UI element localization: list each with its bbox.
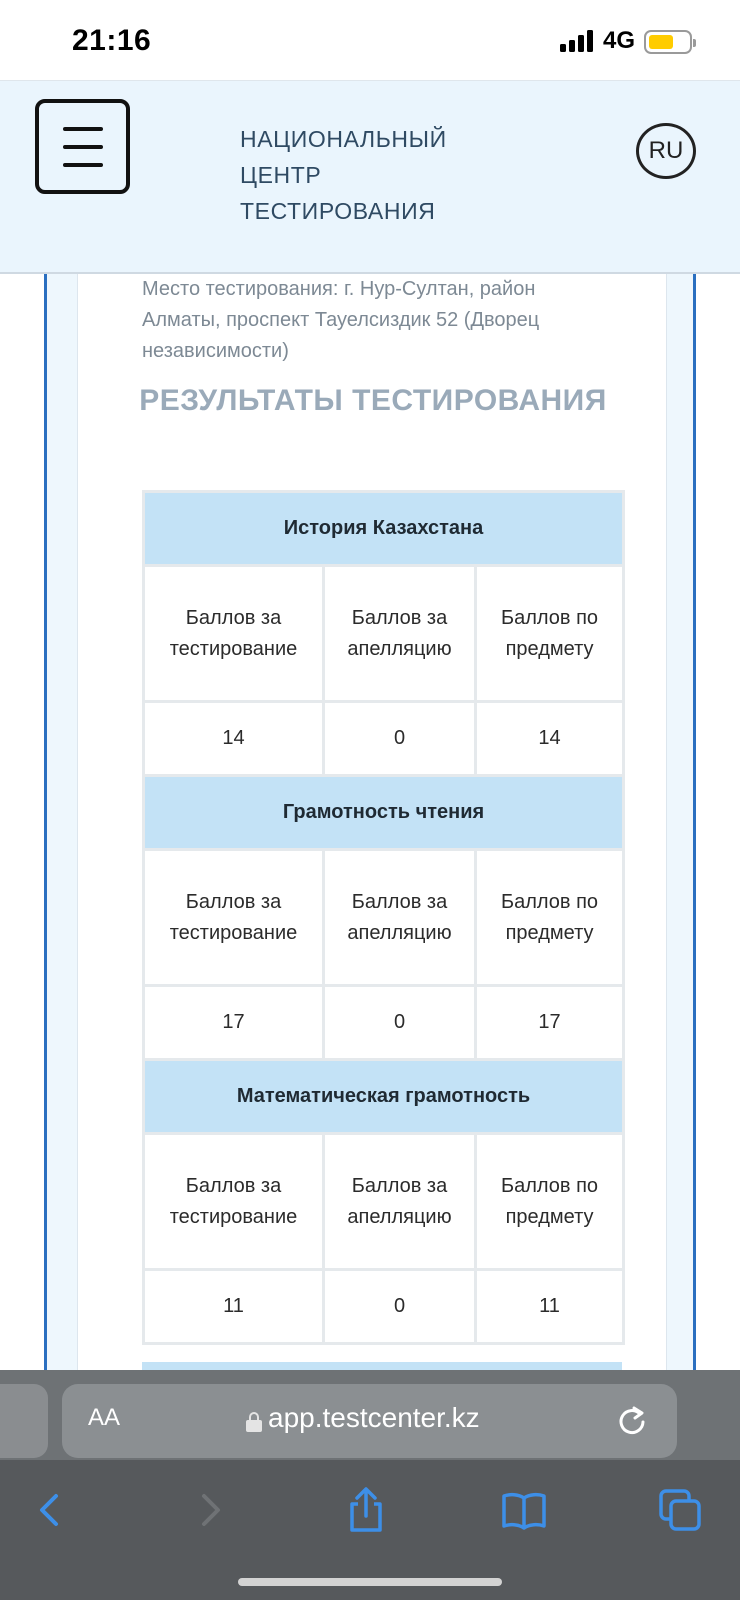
subject-score: 14 — [476, 702, 624, 776]
bookmarks-button[interactable] — [496, 1482, 552, 1538]
bookmarks-icon — [500, 1490, 548, 1530]
content-area[interactable] — [0, 274, 740, 1370]
header-test-score: Баллов за тестирование — [144, 850, 324, 986]
tabs-button[interactable] — [652, 1482, 708, 1538]
subject-name: Математическая грамотность — [144, 1060, 624, 1134]
test-score: 14 — [144, 702, 324, 776]
subject-name: История Казахстана — [144, 492, 624, 566]
forward-icon — [190, 1490, 230, 1530]
forward-button[interactable] — [182, 1482, 238, 1538]
status-time: 21:16 — [72, 24, 152, 57]
tabs-icon — [657, 1487, 703, 1533]
language-button[interactable]: RU — [636, 123, 696, 179]
text-size-button[interactable] — [88, 1404, 120, 1432]
reload-icon[interactable] — [616, 1404, 648, 1436]
share-button[interactable] — [338, 1482, 394, 1538]
browser-address-area — [0, 1370, 740, 1460]
subject-row — [144, 1060, 624, 1134]
share-icon — [344, 1486, 388, 1534]
hamburger-icon — [63, 127, 103, 131]
header-test-score: Баллов за тестирование — [144, 1134, 324, 1270]
appeal-score: 0 — [324, 986, 476, 1060]
subject-score: 11 — [476, 1270, 624, 1344]
appeal-score: 0 — [324, 1270, 476, 1344]
score-row — [144, 1270, 624, 1344]
column-header-row — [144, 566, 624, 702]
test-score: 17 — [144, 986, 324, 1060]
back-icon — [30, 1490, 70, 1530]
header-subject-score: Баллов по предмету — [476, 850, 624, 986]
results-table — [142, 490, 625, 1345]
testing-location: Место тестирования: г. Нур-Султан, район Алматы, проспект Тауелсиздик 52 (Дворец независимости) — [142, 278, 540, 362]
signal-icon — [560, 30, 596, 52]
header-appeal-score: Баллов за апелляцию — [324, 1134, 476, 1270]
text-size-label: AA — [88, 1404, 121, 1431]
site-title-line: ТЕСТИРОВАНИЯ — [240, 198, 436, 224]
header-appeal-score: Баллов за апелляцию — [324, 850, 476, 986]
score-row — [144, 986, 624, 1060]
site-title[interactable] — [240, 121, 540, 229]
subject-name: Грамотность чтения — [144, 776, 624, 850]
network-label: 4G — [603, 27, 636, 54]
test-score: 11 — [144, 1270, 324, 1344]
battery-icon — [644, 30, 692, 54]
subject-row — [144, 776, 624, 850]
column-header-row — [144, 850, 624, 986]
menu-button[interactable] — [35, 99, 130, 194]
outer-panel — [44, 274, 696, 1370]
appeal-score: 0 — [324, 702, 476, 776]
back-button[interactable] — [22, 1482, 78, 1538]
subject-score: 17 — [476, 986, 624, 1060]
subject-row — [144, 492, 624, 566]
site-header — [0, 80, 740, 274]
home-indicator — [238, 1578, 502, 1586]
column-header-row — [144, 1134, 624, 1270]
header-test-score: Баллов за тестирование — [144, 566, 324, 702]
header-appeal-score: Баллов за апелляцию — [324, 566, 476, 702]
site-title-line: НАЦИОНАЛЬНЫЙ — [240, 126, 447, 152]
results-title: РЕЗУЛЬТАТЫ ТЕСТИРОВАНИЯ — [139, 384, 607, 417]
address-bar[interactable] — [62, 1384, 677, 1458]
results-card — [77, 274, 667, 1370]
next-subject-row — [142, 1362, 622, 1370]
site-title-line: ЦЕНТР — [240, 162, 322, 188]
lock-icon — [246, 1412, 262, 1432]
score-row — [144, 702, 624, 776]
url-text[interactable]: app.testcenter.kz — [268, 1402, 480, 1433]
header-subject-score: Баллов по предмету — [476, 1134, 624, 1270]
previous-tab-preview[interactable] — [0, 1384, 48, 1458]
status-bar — [0, 0, 740, 80]
header-subject-score: Баллов по предмету — [476, 566, 624, 702]
